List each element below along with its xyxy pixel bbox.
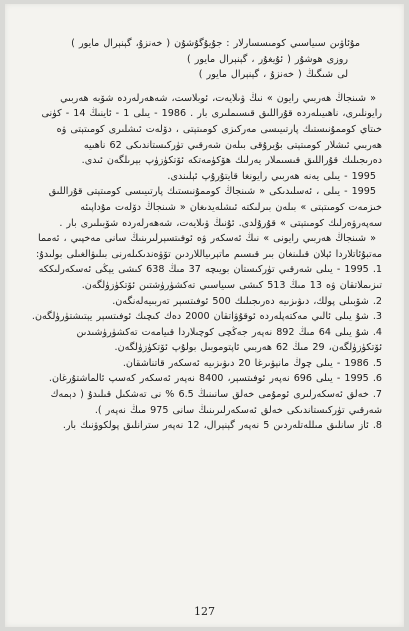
list-item: 3. شۇ يىلى ئالىي مەكتەپلەردە ئوقۇۋاتقان 2000 دەك كىچىك ئوفىتسېر يېتىشتۈرۈلگەن. [31,311,382,323]
text-line: خىتاي كوممۇنىستىك پارتىيىسى مەركىزى كومىتېتى ، دۆلەت ئىشلىرى كومىتېتى ۋە [56,123,382,135]
list-item: 1. 1995 - يىلى شەرقىي تۈركىستان بويىچە 37 مىڭ 638 كىشى يېڭى ئەسكەرلىككە [38,264,382,276]
text-line: دەرىجىلىك قۇراللىق قىسىملار يەرلىك ھۆكۈمەتكە ئۆتكۈزۈپ بېرىلگەن ئىدى. [81,155,382,167]
text-line: مۇئاۋىن سىياسىي كومىسسارلار : جۇيۇگۇشۇن ( خەنزۇ، گېنېرال مايور ) [71,38,360,49]
list-item: شەرقىي تۈركىستاندىكى خەلق ئەسكەرلىرىنىڭ سانى 975 مىڭ نەپەر ). [94,404,382,416]
text-line: ھەربىي ئىشلار كومىتېتى بۇيرۇقى بىلەن شەرقىي تۈركىستاندىكى 62 ناھىيە [83,139,382,151]
list-item: 8. ئاز سانلىق مىللەتلەردىن 5 نەپەر گېنېرال، 12 نەپەر سترانلىق پولكوۋنىك بار. [62,420,382,432]
list-item: تىزىملاتقان ۋە 13 مىڭ 513 كىشى سىياسىي تەكشۈرۈشتىن ئۆتكۈزۈلگەن. [81,279,382,291]
text-line: سەپەرۋەرلىك كومىتېتى » قۇرۇلدى. ئۇنىڭ ۋىلايەت، شەھەرلەردە شۆبىلىرى بار . [59,217,382,229]
text-line: روزى ھوشۇر ( ئۇيغۇر ، گېنېرال مايور ) [187,53,348,65]
page-number: 127 [194,605,215,618]
text-line: مەتبۇئاتلاردا ئېلان قىلىنغان بىر قىسىم ماتېرىياللاردىن تۆۋەندىكىلەرنى بىلىۋالغىلى بولىدۇ: [36,248,382,260]
page-body-text [31,36,382,434]
text-line: 1995 - يىلى يەنە ھەربىي رايونغا قايتۇرۇپ ئېلىندى. [167,170,376,182]
book-page [5,4,404,627]
text-line: لى شىگىڭ ( خەنزۇ ، گېنېرال مايور ) [198,69,348,81]
list-item: 4. شۇ يىلى 64 مىڭ 892 نەپەر جەڭچى كوچىلاردا قىيامەت تەكشۈرۈشىدىن [76,326,382,338]
text-line: رايونلىرى، ناھىيىلەردە قۇراللىق قىسىملىرى بار . 1986 - يىلى 1 - ئاينىڭ 14 - كۈنى [41,108,382,120]
text-line: « شىنجاڭ ھەربىي رايون » نىڭ ۋىلايەت، ئوبلاست، شەھەرلەردە شۆبە ھەربىي [60,92,376,104]
list-item: 7. خەلق ئەسكەرلىرى ئومۇمى خەلق سانىنىڭ 6.5 % نى تەشكىل قىلىدۇ ( دېمەك [50,389,382,401]
list-item: ئۆتكۈزۈلگەن، 29 مىڭ 62 ھەربىي ئاپتوموبىل بولۇپ ئۆتكۈزۈلگەن. [114,342,382,354]
text-line: 1995 - يىلى ، ئەسلىدىكى « شىنجاڭ كوممۇنىستىك پارتىيىسى كومىتېتى قۇراللىق [48,186,376,198]
text-line: خىزمەت كومىتېتى » بىلەن بىرلىكتە ئىشلەيدىغان « شىنجاڭ دۆلەت مۇداپىئە [80,201,382,213]
list-item: 6. 1995 - يىلى 696 نەپەر ئوفىتسېر، 8400 نەپەر ئەسكەر كەسپ ئالماشتۇرغان. [48,373,382,385]
list-item: 2. شۆبىلى پولك، دىۋىزىيە دەرىجىلىك 500 ئوفىتسېر تەربىيەلەنگەن. [112,295,382,307]
list-item: 5. 1986 - يىلى چوڭ مانېۋىرغا 20 دىۋىزىيە ئەسكەر قاتناشقان. [122,357,382,369]
text-line: « شىنجاڭ ھەربىي رايونى » نىڭ ئەسكەر ۋە ئوفىتسېرلىرىنىڭ سانى مەخپىي ، ئەمما [38,233,376,245]
